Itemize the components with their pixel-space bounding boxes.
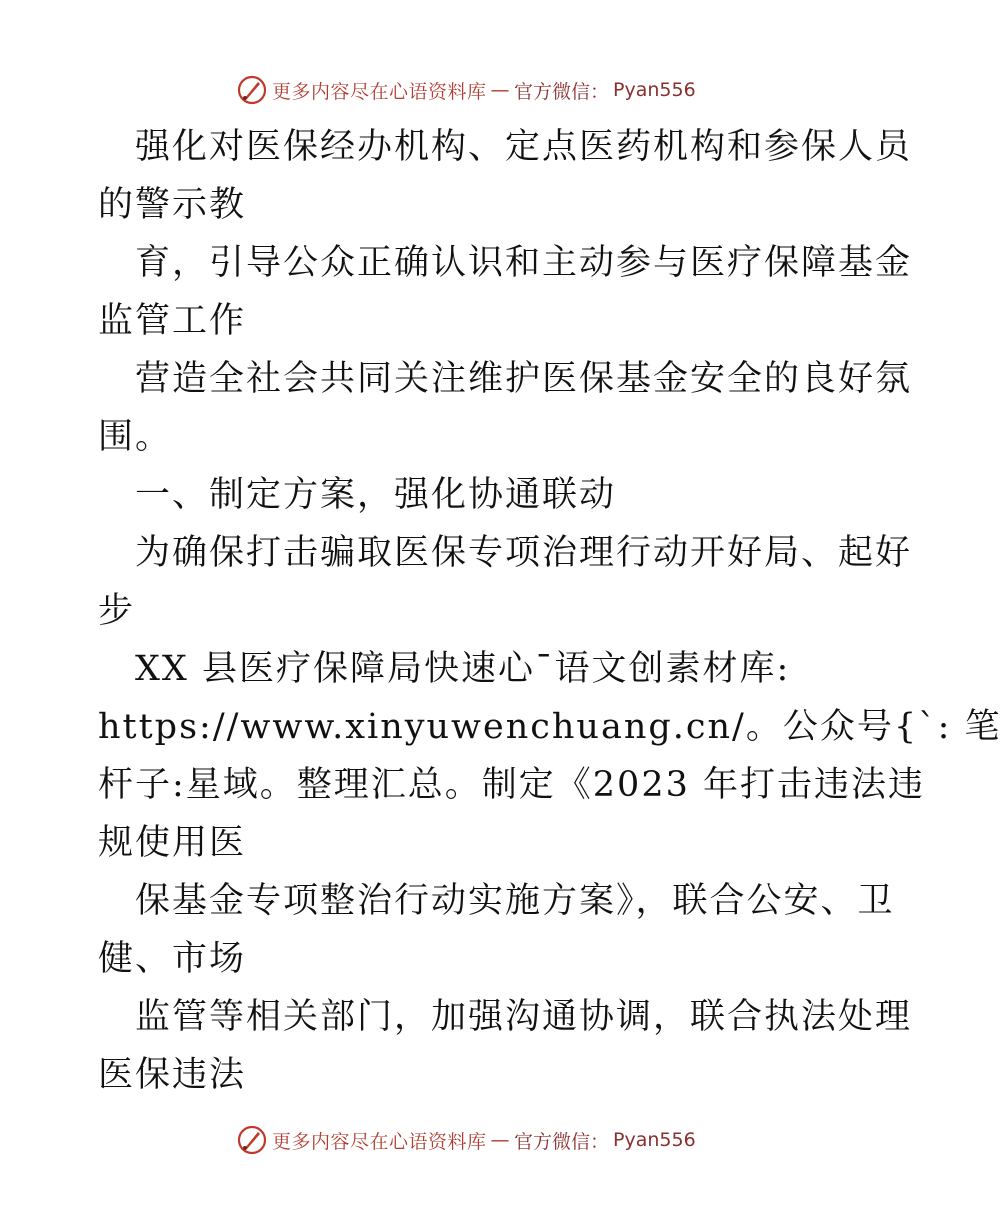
text-line: 保基金专项整治行动实施方案》，联合公安、卫	[135, 881, 895, 921]
text-line: 健、市场	[98, 939, 247, 979]
text-line: 杆子:星域。整理汇总。制定《2023 年打击违法违	[98, 765, 925, 805]
document-body	[98, 118, 1002, 1104]
header-watermark	[236, 73, 696, 107]
watermark-dash: —	[490, 79, 511, 101]
section-heading: 一、制定方案，强化协通联动	[135, 475, 617, 515]
text-line: 监管工作	[98, 301, 247, 341]
watermark-slogan: 更多内容尽在心语资料库	[272, 1130, 487, 1153]
watermark-wechat-id: Pyan556	[613, 1129, 696, 1151]
watermark-wechat-id: Pyan556	[613, 79, 696, 101]
text-line: 医保违法	[98, 1055, 247, 1095]
watermark-wechat-label: 官方微信：	[514, 1130, 610, 1153]
watermark-slogan: 更多内容尽在心语资料库	[272, 80, 487, 103]
quill-pen-logo-icon	[236, 74, 268, 106]
text-line: 的警示教	[98, 185, 247, 225]
watermark-wechat-label: 官方微信：	[514, 80, 610, 103]
text-line: 育，引导公众正确认识和主动参与医疗保障基金	[135, 243, 913, 283]
text-line: 监管等相关部门，加强沟通协调，联合执法处理	[135, 997, 913, 1037]
text-line: 营造全社会共同关注维护医保基金安全的良好氛	[135, 359, 913, 399]
text-line: XX 县医疗保障局快速心¯语文创素材库:	[135, 649, 791, 689]
text-line: 强化对医保经办机构、定点医药机构和参保人员	[135, 127, 913, 167]
quill-pen-logo-icon	[236, 1124, 268, 1156]
text-line: 步	[98, 591, 136, 631]
footer-watermark	[236, 1123, 696, 1157]
watermark-dash: —	[490, 1129, 511, 1151]
url-line: https://www.xinyuwenchuang.cn/。公众号{`: 笔	[98, 707, 1002, 747]
text-line: 为确保打击骗取医保专项治理行动开好局、起好	[135, 533, 913, 573]
text-line: 围。	[98, 417, 173, 457]
text-line: 规使用医	[98, 823, 247, 863]
